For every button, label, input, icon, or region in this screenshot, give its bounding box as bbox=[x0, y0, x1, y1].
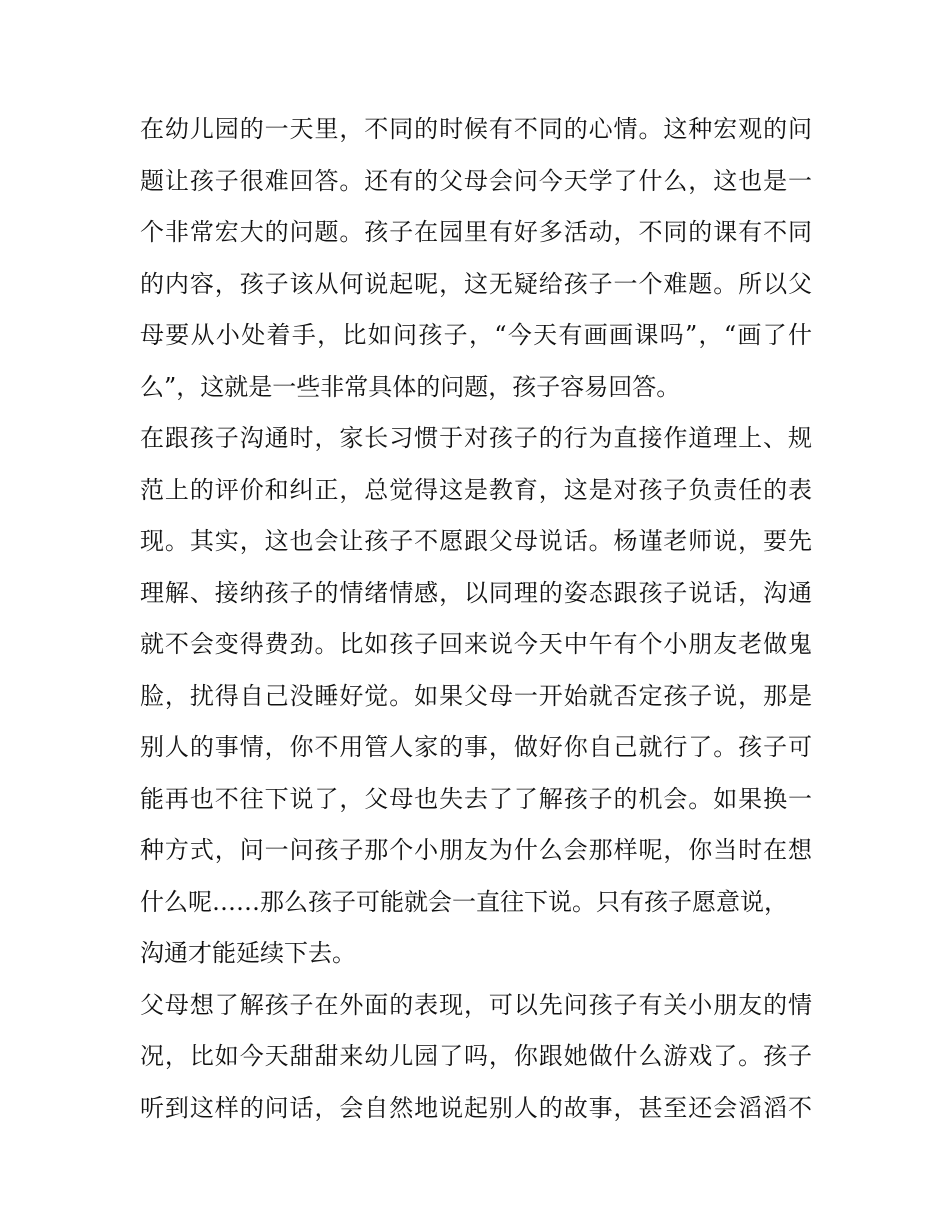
text-line: 题让孩子很难回答。还有的父母会问今天学了什么，这也是一 bbox=[140, 166, 812, 195]
text-line: 个非常宏大的问题。孩子在园里有好多活动，不同的课有不同 bbox=[140, 218, 812, 246]
text-line: 什么呢……那么孩子可能就会一直往下说。只有孩子愿意说， bbox=[140, 887, 788, 916]
text-line: 在跟孩子沟通时，家长习惯于对孩子的行为直接作道理上、规 bbox=[140, 424, 812, 452]
text-line: 脸，扰得自己没睡好觉。如果父母一开始就否定孩子说，那是 bbox=[140, 681, 812, 710]
text-line: 能再也不往下说了，父母也失去了了解孩子的机会。如果换一 bbox=[140, 784, 812, 813]
text-line: 种方式，问一问孩子那个小朋友为什么会那样呢，你当时在想 bbox=[140, 836, 812, 864]
body-text bbox=[140, 104, 812, 1134]
text-line: 听到这样的问话，会自然地说起别人的故事，甚至还会滔滔不 bbox=[140, 1093, 812, 1122]
text-line: 在幼儿园的一天里，不同的时候有不同的心情。这种宏观的问 bbox=[140, 115, 812, 143]
text-line: 就不会变得费劲。比如孩子回来说今天中午有个小朋友老做鬼 bbox=[140, 630, 812, 658]
text-line: 沟通才能延续下去。 bbox=[140, 939, 356, 967]
text-line: 父母想了解孩子在外面的表现，可以先问孩子有关小朋友的情 bbox=[140, 990, 812, 1019]
text-line: 么”，这就是一些非常具体的问题，孩子容易回答。 bbox=[140, 372, 681, 401]
text-line: 现。其实，这也会让孩子不愿跟父母说话。杨谨老师说，要先 bbox=[140, 527, 812, 555]
text-line: 范上的评价和纠正，总觉得这是教育，这是对孩子负责任的表 bbox=[140, 475, 812, 504]
text-line: 理解、接纳孩子的情绪情感，以同理的姿态跟孩子说话，沟通 bbox=[140, 578, 812, 607]
text-line: 况，比如今天甜甜来幼儿园了吗，你跟她做什么游戏了。孩子 bbox=[140, 1042, 812, 1070]
text-line: 的内容，孩子该从何说起呢，这无疑给孩子一个难题。所以父 bbox=[140, 269, 812, 298]
text-line: 母要从小处着手，比如问孩子，“今天有画画课吗”，“画了什 bbox=[140, 321, 812, 349]
text-line: 别人的事情，你不用管人家的事，做好你自己就行了。孩子可 bbox=[140, 733, 812, 761]
